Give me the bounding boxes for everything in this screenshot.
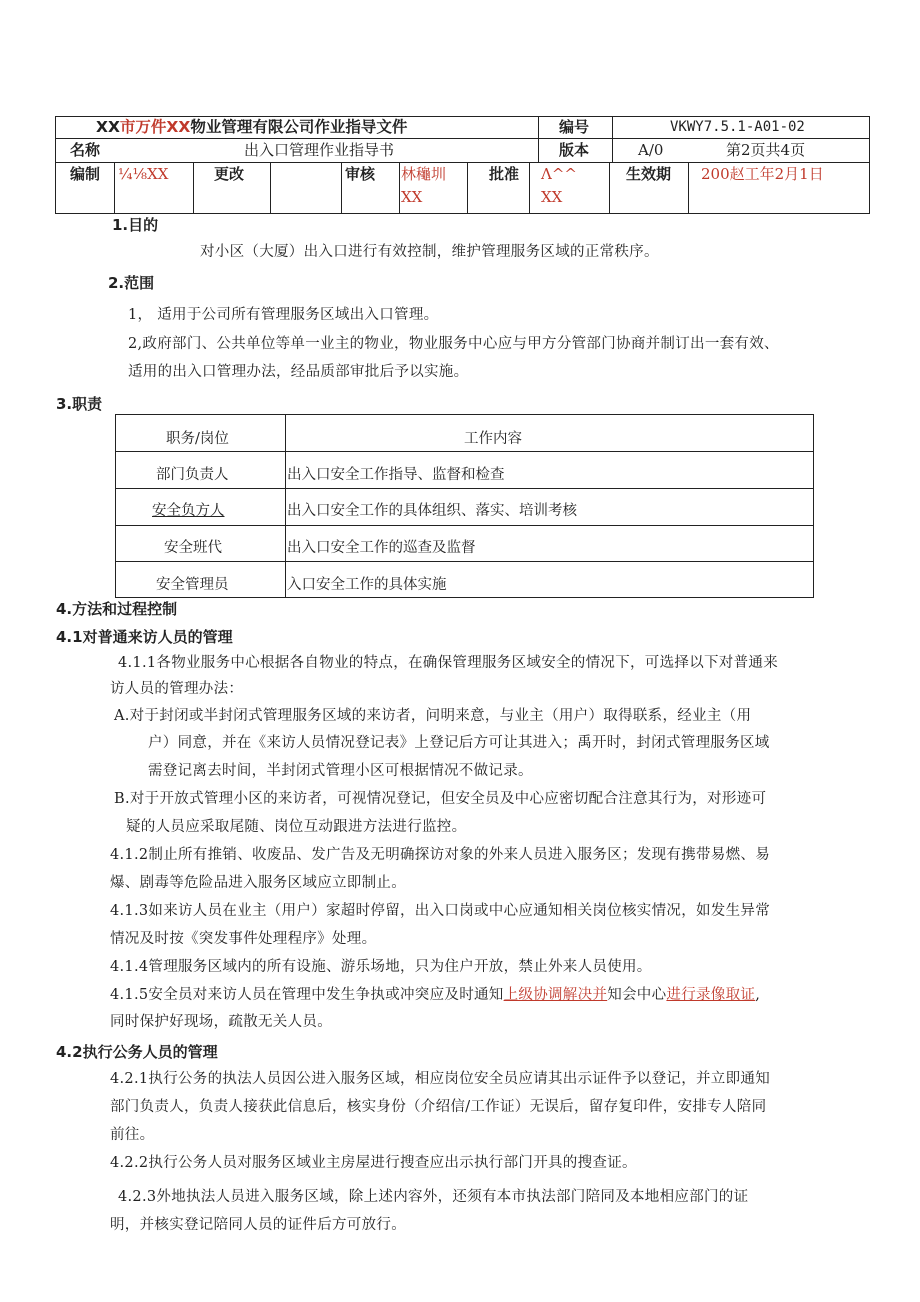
para-4-2-2: 4.2.2执行公务人员对服务区域业主房屋进行搜查应出示执行部门开具的搜查证。 — [110, 1155, 637, 1171]
version-value: A/0 — [638, 141, 664, 159]
approve-label: 批准 — [489, 165, 520, 183]
section-2-title: 2.范围 — [108, 274, 155, 292]
review-value-line1: 林龝圳 — [401, 165, 447, 183]
para-A-line3: 需登记离去时间，半封闭式管理小区可根据情况不做记录。 — [148, 763, 533, 779]
effective-value: 200赵工年2月1日 — [701, 165, 824, 183]
version-label: 版本 — [559, 141, 590, 159]
page-info: 第2页共4页 — [726, 141, 806, 159]
header-col-divider — [538, 117, 539, 162]
para-4-2-1-line3: 前往。 — [110, 1127, 155, 1143]
para-4-2-3-line1: 4.2.3外地执法人员进入服务区域，除上述内容外，还须有本市执法部门陪同及本地相应部门的证 — [118, 1189, 749, 1205]
duty-table — [115, 414, 814, 598]
author-value: ¼⅛XX — [118, 165, 169, 183]
duty-row-divider — [116, 488, 813, 489]
header-col-divider — [612, 117, 613, 162]
header-col-divider — [270, 162, 271, 213]
scope-item-2-line2: 适用的出入口管理办法，经品质部审批后予以实施。 — [128, 364, 469, 380]
header-col-divider — [688, 162, 689, 213]
approve-value-line2: XX — [541, 188, 563, 206]
para-4-1-2-line2: 爆、剧毒等危险品进入服务区域应立即制止。 — [110, 875, 406, 891]
section-4-2-title: 4.2执行公务人员的管理 — [56, 1043, 218, 1061]
header-col-divider — [609, 162, 610, 213]
section-4-title: 4.方法和过程控制 — [56, 600, 178, 618]
duty-content: 出入口安全工作指导、监督和检查 — [287, 467, 505, 483]
header-col-divider — [193, 162, 194, 213]
name-label: 名称 — [70, 141, 101, 159]
scope-item-1: 1， 适用于公司所有管理服务区域出入口管理。 — [128, 307, 439, 323]
duty-col-divider — [285, 415, 286, 597]
para-4-1-5-line2: 同时保护好现场，疏散无关人员。 — [110, 1014, 332, 1030]
duty-content: 入口安全工作的具体实施 — [287, 577, 447, 593]
header-col-divider — [467, 162, 468, 213]
para-4-1-2-line1: 4.1.2制止所有推销、收废品、发广告及无明确探访对象的外来人员进入服务区；发现有携带易燃、易 — [110, 847, 770, 863]
duty-row-divider — [116, 525, 813, 526]
duty-header-content: 工作内容 — [464, 431, 522, 447]
review-label: 审核 — [345, 165, 376, 183]
name-value: 出入口管理作业指导书 — [244, 141, 395, 159]
para-B-line2: 疑的人员应采取尾随、岗位互动跟进方法进行监控。 — [126, 819, 467, 835]
duty-role: 部门负责人 — [156, 467, 229, 483]
code-value: VKWY7.5.1-A01-02 — [670, 119, 805, 135]
change-label: 更改 — [214, 165, 245, 183]
section-1-text: 对小区（大厦）出入口进行有效控制，维护管理服务区域的正常秩序。 — [200, 244, 659, 260]
header-col-divider — [341, 162, 342, 213]
header-row-divider — [56, 162, 869, 163]
section-1-title: 1.目的 — [112, 216, 159, 234]
company-title: XX市万件XX物业管理有限公司作业指导文件 — [96, 118, 408, 136]
effective-label: 生效期 — [626, 165, 672, 183]
header-col-divider — [529, 162, 530, 213]
para-A-line1: A.对于封闭或半封闭式管理服务区域的来访者，问明来意，与业主（用户）取得联系，经业主（用 — [114, 708, 752, 724]
duty-header-role: 职务/岗位 — [166, 431, 229, 447]
duty-content: 出入口安全工作的具体组织、落实、培训考核 — [287, 503, 577, 519]
duty-row-divider — [116, 561, 813, 562]
header-col-divider — [114, 162, 115, 213]
para-B-line1: B.对于开放式管理小区的来访者，可视情况登记，但安全员及中心应密切配合注意其行为，对形迹可 — [114, 791, 767, 807]
approve-value-line1: Λ^^ — [541, 165, 577, 183]
header-row-divider — [56, 138, 869, 139]
para-4-1-5-line1: 4.1.5安全员对来访人员在管理中发生争执或冲突应及时通知上级协调解决并知会中心进行录像取证, — [110, 987, 761, 1003]
para-4-2-1-line2: 部门负责人，负责人接获此信息后，核实身份（介绍信/工作证）无误后，留存复印件，安排专人陪同 — [110, 1099, 767, 1115]
duty-role: 安全负方人 — [152, 503, 225, 519]
para-4-1-4: 4.1.4管理服务区域内的所有设施、游乐场地，只为住户开放，禁止外来人员使用。 — [110, 959, 652, 975]
document-header-table — [55, 116, 870, 214]
duty-role: 安全班代 — [164, 540, 222, 556]
duty-row-divider — [116, 451, 813, 452]
para-4-1-1-line1: 4.1.1各物业服务中心根据各自物业的特点，在确保管理服务区域安全的情况下，可选择以下对普通来 — [118, 655, 778, 671]
author-label: 编制 — [70, 165, 101, 183]
code-label: 编号 — [559, 118, 590, 136]
section-4-1-title: 4.1对普通来访人员的管理 — [56, 628, 233, 646]
para-4-2-1-line1: 4.2.1执行公务的执法人员因公进入服务区域，相应岗位安全员应请其出示证件予以登记，并立即通知 — [110, 1071, 770, 1087]
para-A-line2: 户）同意，并在《来访人员情况登记表》上登记后方可让其进入；禹开时，封闭式管理服务区域 — [148, 735, 770, 751]
para-4-2-3-line2: 明，并核实登记陪同人员的证件后方可放行。 — [110, 1217, 406, 1233]
review-value-line2: XX — [401, 188, 423, 206]
duty-role: 安全管理员 — [156, 577, 229, 593]
scope-item-2-line1: 2,政府部门、公共单位等单一业主的物业，物业服务中心应与甲方分管部门协商并制订出一套有效、 — [128, 336, 779, 352]
para-4-1-3-line1: 4.1.3如来访人员在业主（用户）家超时停留，出入口岗或中心应通知相关岗位核实情况，如发生异常 — [110, 903, 770, 919]
para-4-1-1-line2: 访人员的管理办法： — [110, 681, 244, 697]
section-3-title: 3.职责 — [56, 395, 103, 413]
para-4-1-3-line2: 情况及时按《突发事件处理程序》处理。 — [110, 931, 377, 947]
header-col-divider — [399, 162, 400, 213]
duty-content: 出入口安全工作的巡查及监督 — [287, 540, 476, 556]
